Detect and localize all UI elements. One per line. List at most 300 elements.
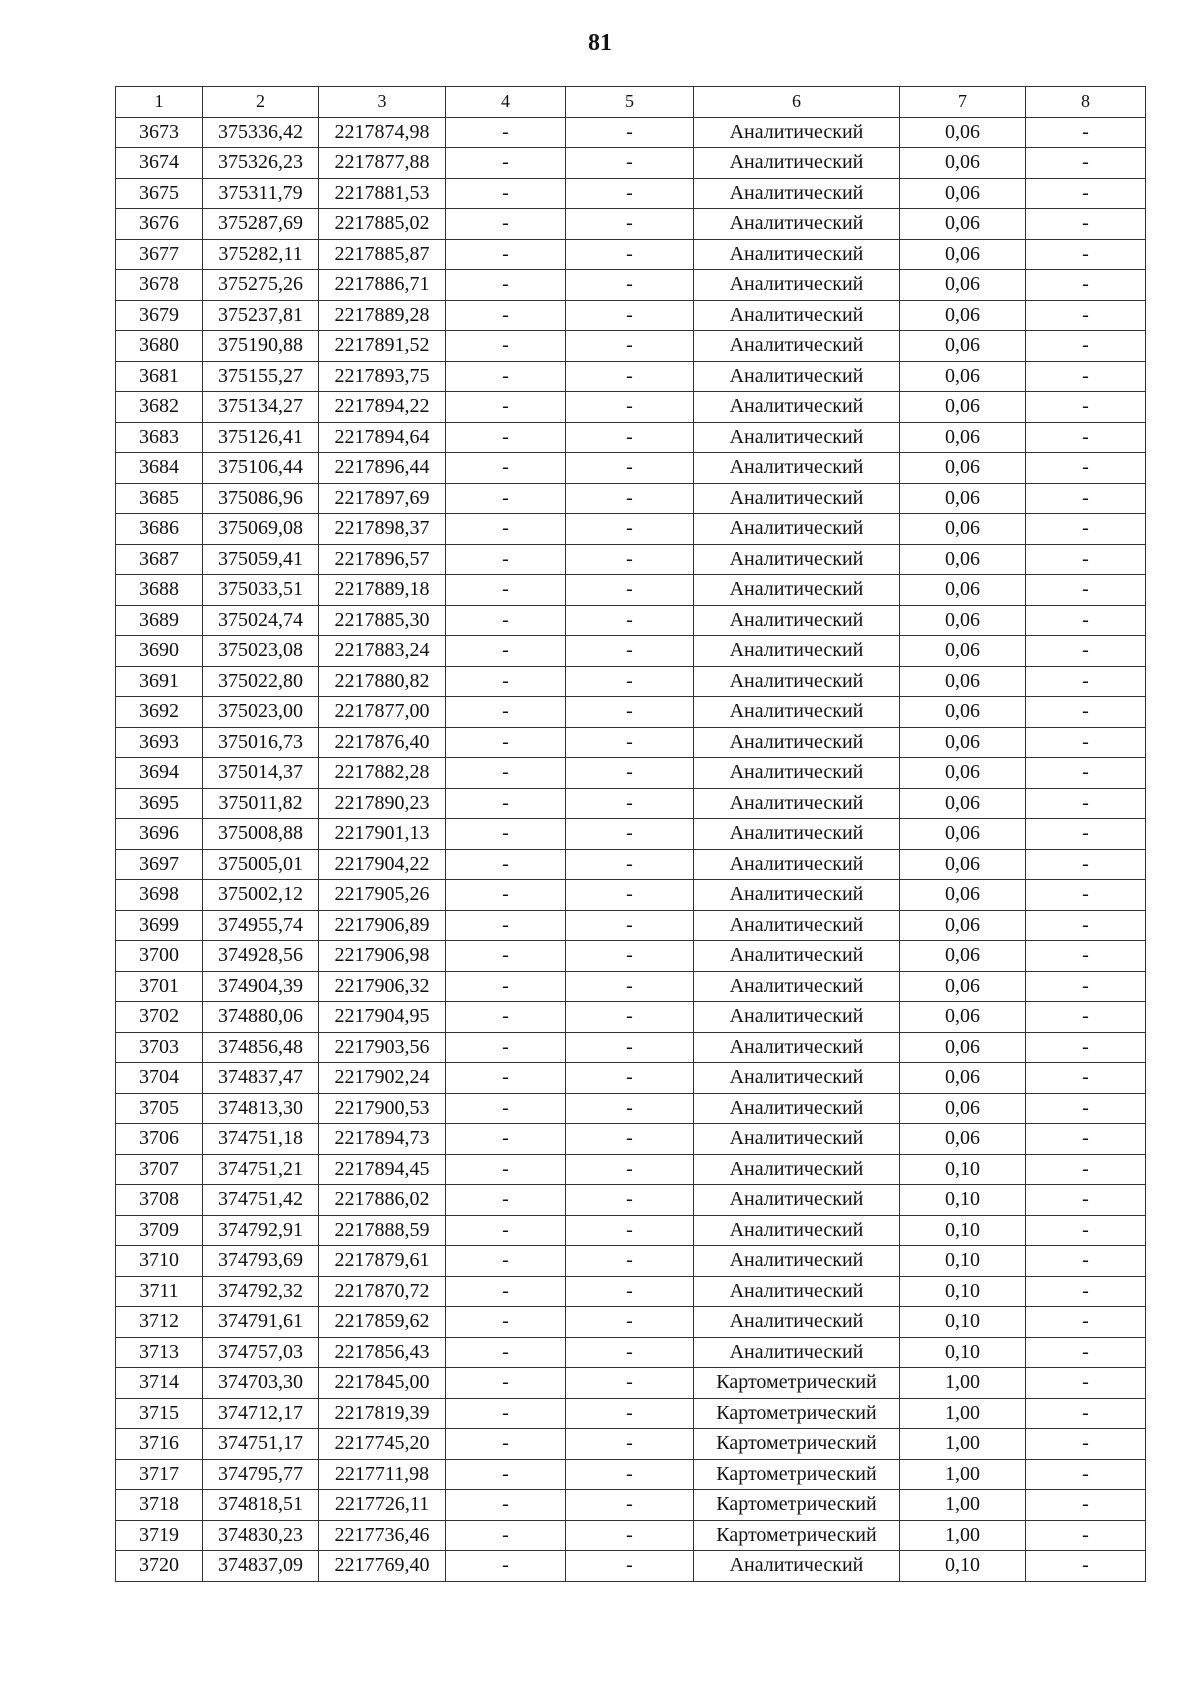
y-coordinate-cell: 2217736,46	[319, 1520, 446, 1551]
col4-cell: -	[446, 178, 566, 209]
col4-cell: -	[446, 544, 566, 575]
x-coordinate-cell: 374751,21	[203, 1154, 319, 1185]
col5-cell: -	[566, 148, 694, 179]
col8-cell: -	[1026, 1307, 1146, 1338]
x-coordinate-cell: 374837,47	[203, 1063, 319, 1094]
col5-cell: -	[566, 361, 694, 392]
point-number-cell: 3703	[116, 1032, 203, 1063]
col4-cell: -	[446, 1063, 566, 1094]
y-coordinate-cell: 2217906,89	[319, 910, 446, 941]
accuracy-cell: 0,06	[900, 910, 1026, 941]
col8-cell: -	[1026, 788, 1146, 819]
column-header-8: 8	[1026, 87, 1146, 118]
accuracy-cell: 0,06	[900, 1002, 1026, 1033]
accuracy-cell: 0,06	[900, 1124, 1026, 1155]
method-cell: Аналитический	[694, 1185, 900, 1216]
col8-cell: -	[1026, 453, 1146, 484]
y-coordinate-cell: 2217879,61	[319, 1246, 446, 1277]
col5-cell: -	[566, 1490, 694, 1521]
point-number-cell: 3679	[116, 300, 203, 331]
table-row	[116, 971, 1146, 1002]
method-cell: Аналитический	[694, 1215, 900, 1246]
accuracy-cell: 0,06	[900, 819, 1026, 850]
col5-cell: -	[566, 1276, 694, 1307]
col4-cell: -	[446, 453, 566, 484]
x-coordinate-cell: 374751,17	[203, 1429, 319, 1460]
col8-cell: -	[1026, 910, 1146, 941]
table-row	[116, 1276, 1146, 1307]
x-coordinate-cell: 374795,77	[203, 1459, 319, 1490]
accuracy-cell: 0,10	[900, 1551, 1026, 1582]
y-coordinate-cell: 2217856,43	[319, 1337, 446, 1368]
accuracy-cell: 0,06	[900, 941, 1026, 972]
y-coordinate-cell: 2217845,00	[319, 1368, 446, 1399]
x-coordinate-cell: 375126,41	[203, 422, 319, 453]
col5-cell: -	[566, 1124, 694, 1155]
col4-cell: -	[446, 1093, 566, 1124]
col8-cell: -	[1026, 148, 1146, 179]
point-number-cell: 3719	[116, 1520, 203, 1551]
point-number-cell: 3700	[116, 941, 203, 972]
x-coordinate-cell: 374830,23	[203, 1520, 319, 1551]
table-row	[116, 1154, 1146, 1185]
col5-cell: -	[566, 117, 694, 148]
table-row	[116, 1368, 1146, 1399]
x-coordinate-cell: 375336,42	[203, 117, 319, 148]
col4-cell: -	[446, 819, 566, 850]
x-coordinate-cell: 375059,41	[203, 544, 319, 575]
col4-cell: -	[446, 148, 566, 179]
col5-cell: -	[566, 971, 694, 1002]
x-coordinate-cell: 374818,51	[203, 1490, 319, 1521]
table-row	[116, 1215, 1146, 1246]
accuracy-cell: 0,06	[900, 758, 1026, 789]
point-number-cell: 3704	[116, 1063, 203, 1094]
col5-cell: -	[566, 575, 694, 606]
table-row	[116, 270, 1146, 301]
col4-cell: -	[446, 1276, 566, 1307]
method-cell: Картометрический	[694, 1520, 900, 1551]
col4-cell: -	[446, 605, 566, 636]
col8-cell: -	[1026, 209, 1146, 240]
method-cell: Аналитический	[694, 666, 900, 697]
col8-cell: -	[1026, 1429, 1146, 1460]
point-number-cell: 3697	[116, 849, 203, 880]
point-number-cell: 3692	[116, 697, 203, 728]
col4-cell: -	[446, 1429, 566, 1460]
col8-cell: -	[1026, 1276, 1146, 1307]
accuracy-cell: 0,10	[900, 1215, 1026, 1246]
table-row	[116, 636, 1146, 667]
x-coordinate-cell: 375155,27	[203, 361, 319, 392]
y-coordinate-cell: 2217889,18	[319, 575, 446, 606]
col4-cell: -	[446, 1368, 566, 1399]
col5-cell: -	[566, 1398, 694, 1429]
coordinates-table	[115, 86, 1146, 1582]
col8-cell: -	[1026, 1490, 1146, 1521]
col8-cell: -	[1026, 880, 1146, 911]
col5-cell: -	[566, 1337, 694, 1368]
method-cell: Аналитический	[694, 209, 900, 240]
table-row	[116, 941, 1146, 972]
point-number-cell: 3687	[116, 544, 203, 575]
table-row	[116, 148, 1146, 179]
point-number-cell: 3685	[116, 483, 203, 514]
x-coordinate-cell: 375005,01	[203, 849, 319, 880]
point-number-cell: 3707	[116, 1154, 203, 1185]
method-cell: Аналитический	[694, 361, 900, 392]
page-number: 81	[588, 30, 612, 56]
x-coordinate-cell: 375022,80	[203, 666, 319, 697]
method-cell: Картометрический	[694, 1459, 900, 1490]
x-coordinate-cell: 374703,30	[203, 1368, 319, 1399]
point-number-cell: 3713	[116, 1337, 203, 1368]
col8-cell: -	[1026, 666, 1146, 697]
col4-cell: -	[446, 270, 566, 301]
col8-cell: -	[1026, 1337, 1146, 1368]
point-number-cell: 3720	[116, 1551, 203, 1582]
table-row	[116, 1002, 1146, 1033]
method-cell: Аналитический	[694, 148, 900, 179]
col8-cell: -	[1026, 544, 1146, 575]
col4-cell: -	[446, 1246, 566, 1277]
y-coordinate-cell: 2217874,98	[319, 117, 446, 148]
y-coordinate-cell: 2217900,53	[319, 1093, 446, 1124]
col5-cell: -	[566, 178, 694, 209]
x-coordinate-cell: 375002,12	[203, 880, 319, 911]
accuracy-cell: 0,06	[900, 514, 1026, 545]
col8-cell: -	[1026, 1185, 1146, 1216]
y-coordinate-cell: 2217893,75	[319, 361, 446, 392]
col8-cell: -	[1026, 331, 1146, 362]
col4-cell: -	[446, 422, 566, 453]
x-coordinate-cell: 375134,27	[203, 392, 319, 423]
table-row	[116, 1307, 1146, 1338]
table-row	[116, 788, 1146, 819]
accuracy-cell: 0,10	[900, 1185, 1026, 1216]
point-number-cell: 3698	[116, 880, 203, 911]
y-coordinate-cell: 2217894,45	[319, 1154, 446, 1185]
y-coordinate-cell: 2217904,95	[319, 1002, 446, 1033]
col8-cell: -	[1026, 1124, 1146, 1155]
y-coordinate-cell: 2217896,57	[319, 544, 446, 575]
table-row	[116, 727, 1146, 758]
accuracy-cell: 0,06	[900, 636, 1026, 667]
x-coordinate-cell: 374751,42	[203, 1185, 319, 1216]
y-coordinate-cell: 2217896,44	[319, 453, 446, 484]
col4-cell: -	[446, 1490, 566, 1521]
table-row	[116, 209, 1146, 240]
y-coordinate-cell: 2217903,56	[319, 1032, 446, 1063]
method-cell: Аналитический	[694, 819, 900, 850]
col5-cell: -	[566, 270, 694, 301]
accuracy-cell: 0,06	[900, 178, 1026, 209]
col8-cell: -	[1026, 1246, 1146, 1277]
column-header-3: 3	[319, 87, 446, 118]
method-cell: Картометрический	[694, 1429, 900, 1460]
x-coordinate-cell: 375023,08	[203, 636, 319, 667]
method-cell: Картометрический	[694, 1368, 900, 1399]
col8-cell: -	[1026, 514, 1146, 545]
col8-cell: -	[1026, 971, 1146, 1002]
accuracy-cell: 1,00	[900, 1490, 1026, 1521]
col4-cell: -	[446, 1215, 566, 1246]
x-coordinate-cell: 374751,18	[203, 1124, 319, 1155]
col4-cell: -	[446, 1307, 566, 1338]
x-coordinate-cell: 375237,81	[203, 300, 319, 331]
accuracy-cell: 0,06	[900, 392, 1026, 423]
accuracy-cell: 0,10	[900, 1337, 1026, 1368]
col5-cell: -	[566, 1520, 694, 1551]
accuracy-cell: 0,06	[900, 361, 1026, 392]
x-coordinate-cell: 374837,09	[203, 1551, 319, 1582]
y-coordinate-cell: 2217894,22	[319, 392, 446, 423]
accuracy-cell: 0,10	[900, 1246, 1026, 1277]
method-cell: Картометрический	[694, 1490, 900, 1521]
x-coordinate-cell: 374955,74	[203, 910, 319, 941]
col5-cell: -	[566, 605, 694, 636]
col5-cell: -	[566, 849, 694, 880]
y-coordinate-cell: 2217881,53	[319, 178, 446, 209]
accuracy-cell: 0,06	[900, 148, 1026, 179]
table-row	[116, 1398, 1146, 1429]
col4-cell: -	[446, 331, 566, 362]
col5-cell: -	[566, 1368, 694, 1399]
col5-cell: -	[566, 392, 694, 423]
col5-cell: -	[566, 636, 694, 667]
table-row	[116, 758, 1146, 789]
table-row	[116, 1337, 1146, 1368]
x-coordinate-cell: 374792,91	[203, 1215, 319, 1246]
point-number-cell: 3688	[116, 575, 203, 606]
method-cell: Аналитический	[694, 727, 900, 758]
col8-cell: -	[1026, 636, 1146, 667]
method-cell: Аналитический	[694, 483, 900, 514]
col4-cell: -	[446, 1398, 566, 1429]
accuracy-cell: 1,00	[900, 1459, 1026, 1490]
accuracy-cell: 0,06	[900, 1093, 1026, 1124]
col5-cell: -	[566, 1459, 694, 1490]
col4-cell: -	[446, 1551, 566, 1582]
table-row	[116, 544, 1146, 575]
table-row	[116, 910, 1146, 941]
col5-cell: -	[566, 1246, 694, 1277]
accuracy-cell: 1,00	[900, 1368, 1026, 1399]
accuracy-cell: 0,06	[900, 971, 1026, 1002]
col5-cell: -	[566, 239, 694, 270]
x-coordinate-cell: 375014,37	[203, 758, 319, 789]
x-coordinate-cell: 375023,00	[203, 697, 319, 728]
accuracy-cell: 0,06	[900, 331, 1026, 362]
col4-cell: -	[446, 1154, 566, 1185]
y-coordinate-cell: 2217883,24	[319, 636, 446, 667]
col4-cell: -	[446, 1337, 566, 1368]
table-row	[116, 575, 1146, 606]
y-coordinate-cell: 2217882,28	[319, 758, 446, 789]
col5-cell: -	[566, 910, 694, 941]
col5-cell: -	[566, 1063, 694, 1094]
point-number-cell: 3691	[116, 666, 203, 697]
col8-cell: -	[1026, 1154, 1146, 1185]
accuracy-cell: 0,06	[900, 880, 1026, 911]
y-coordinate-cell: 2217894,73	[319, 1124, 446, 1155]
method-cell: Аналитический	[694, 300, 900, 331]
point-number-cell: 3695	[116, 788, 203, 819]
col8-cell: -	[1026, 1063, 1146, 1094]
col8-cell: -	[1026, 178, 1146, 209]
method-cell: Аналитический	[694, 636, 900, 667]
x-coordinate-cell: 374928,56	[203, 941, 319, 972]
accuracy-cell: 0,10	[900, 1307, 1026, 1338]
y-coordinate-cell: 2217886,02	[319, 1185, 446, 1216]
y-coordinate-cell: 2217859,62	[319, 1307, 446, 1338]
col4-cell: -	[446, 788, 566, 819]
table-row	[116, 331, 1146, 362]
col5-cell: -	[566, 880, 694, 911]
table-row	[116, 666, 1146, 697]
point-number-cell: 3710	[116, 1246, 203, 1277]
col4-cell: -	[446, 514, 566, 545]
table-row	[116, 178, 1146, 209]
table-row	[116, 392, 1146, 423]
y-coordinate-cell: 2217885,30	[319, 605, 446, 636]
point-number-cell: 3696	[116, 819, 203, 850]
method-cell: Аналитический	[694, 575, 900, 606]
col4-cell: -	[446, 117, 566, 148]
table-row	[116, 422, 1146, 453]
table-row	[116, 849, 1146, 880]
method-cell: Аналитический	[694, 453, 900, 484]
table-row	[116, 361, 1146, 392]
col4-cell: -	[446, 1185, 566, 1216]
x-coordinate-cell: 375016,73	[203, 727, 319, 758]
col5-cell: -	[566, 727, 694, 758]
point-number-cell: 3715	[116, 1398, 203, 1429]
x-coordinate-cell: 374793,69	[203, 1246, 319, 1277]
table-row	[116, 1032, 1146, 1063]
col5-cell: -	[566, 1551, 694, 1582]
point-number-cell: 3706	[116, 1124, 203, 1155]
method-cell: Аналитический	[694, 239, 900, 270]
accuracy-cell: 0,06	[900, 849, 1026, 880]
table-row	[116, 300, 1146, 331]
accuracy-cell: 0,06	[900, 575, 1026, 606]
point-number-cell: 3682	[116, 392, 203, 423]
point-number-cell: 3675	[116, 178, 203, 209]
x-coordinate-cell: 374813,30	[203, 1093, 319, 1124]
col5-cell: -	[566, 1307, 694, 1338]
accuracy-cell: 0,06	[900, 1032, 1026, 1063]
col4-cell: -	[446, 910, 566, 941]
col5-cell: -	[566, 819, 694, 850]
x-coordinate-cell: 375106,44	[203, 453, 319, 484]
col5-cell: -	[566, 788, 694, 819]
point-number-cell: 3677	[116, 239, 203, 270]
col4-cell: -	[446, 727, 566, 758]
col5-cell: -	[566, 514, 694, 545]
point-number-cell: 3717	[116, 1459, 203, 1490]
col8-cell: -	[1026, 727, 1146, 758]
table-row	[116, 1185, 1146, 1216]
x-coordinate-cell: 374792,32	[203, 1276, 319, 1307]
x-coordinate-cell: 375282,11	[203, 239, 319, 270]
y-coordinate-cell: 2217819,39	[319, 1398, 446, 1429]
col8-cell: -	[1026, 1215, 1146, 1246]
method-cell: Аналитический	[694, 544, 900, 575]
point-number-cell: 3690	[116, 636, 203, 667]
y-coordinate-cell: 2217711,98	[319, 1459, 446, 1490]
col5-cell: -	[566, 1429, 694, 1460]
x-coordinate-cell: 375008,88	[203, 819, 319, 850]
col8-cell: -	[1026, 941, 1146, 972]
column-header-6: 6	[694, 87, 900, 118]
y-coordinate-cell: 2217905,26	[319, 880, 446, 911]
column-header-4: 4	[446, 87, 566, 118]
method-cell: Аналитический	[694, 1246, 900, 1277]
col8-cell: -	[1026, 758, 1146, 789]
point-number-cell: 3718	[116, 1490, 203, 1521]
col4-cell: -	[446, 575, 566, 606]
col8-cell: -	[1026, 392, 1146, 423]
method-cell: Аналитический	[694, 392, 900, 423]
column-header-7: 7	[900, 87, 1026, 118]
point-number-cell: 3680	[116, 331, 203, 362]
point-number-cell: 3705	[116, 1093, 203, 1124]
x-coordinate-cell: 374757,03	[203, 1337, 319, 1368]
x-coordinate-cell: 375190,88	[203, 331, 319, 362]
col5-cell: -	[566, 1185, 694, 1216]
point-number-cell: 3678	[116, 270, 203, 301]
method-cell: Аналитический	[694, 1307, 900, 1338]
column-header-5: 5	[566, 87, 694, 118]
y-coordinate-cell: 2217885,87	[319, 239, 446, 270]
point-number-cell: 3689	[116, 605, 203, 636]
y-coordinate-cell: 2217877,00	[319, 697, 446, 728]
x-coordinate-cell: 375326,23	[203, 148, 319, 179]
col5-cell: -	[566, 1002, 694, 1033]
method-cell: Аналитический	[694, 514, 900, 545]
col4-cell: -	[446, 697, 566, 728]
y-coordinate-cell: 2217885,02	[319, 209, 446, 240]
col5-cell: -	[566, 697, 694, 728]
col4-cell: -	[446, 849, 566, 880]
col8-cell: -	[1026, 1520, 1146, 1551]
col8-cell: -	[1026, 697, 1146, 728]
table-row	[116, 1459, 1146, 1490]
accuracy-cell: 0,06	[900, 788, 1026, 819]
table-row	[116, 1551, 1146, 1582]
point-number-cell: 3693	[116, 727, 203, 758]
col4-cell: -	[446, 880, 566, 911]
method-cell: Аналитический	[694, 1063, 900, 1094]
table-header-row	[116, 87, 1146, 118]
accuracy-cell: 0,06	[900, 697, 1026, 728]
table-row	[116, 605, 1146, 636]
col4-cell: -	[446, 361, 566, 392]
col4-cell: -	[446, 1520, 566, 1551]
col8-cell: -	[1026, 483, 1146, 514]
method-cell: Аналитический	[694, 1276, 900, 1307]
col8-cell: -	[1026, 1032, 1146, 1063]
col5-cell: -	[566, 1032, 694, 1063]
column-header-1: 1	[116, 87, 203, 118]
accuracy-cell: 0,06	[900, 605, 1026, 636]
method-cell: Аналитический	[694, 1551, 900, 1582]
col5-cell: -	[566, 483, 694, 514]
table-row	[116, 1520, 1146, 1551]
table-row	[116, 1093, 1146, 1124]
col4-cell: -	[446, 636, 566, 667]
